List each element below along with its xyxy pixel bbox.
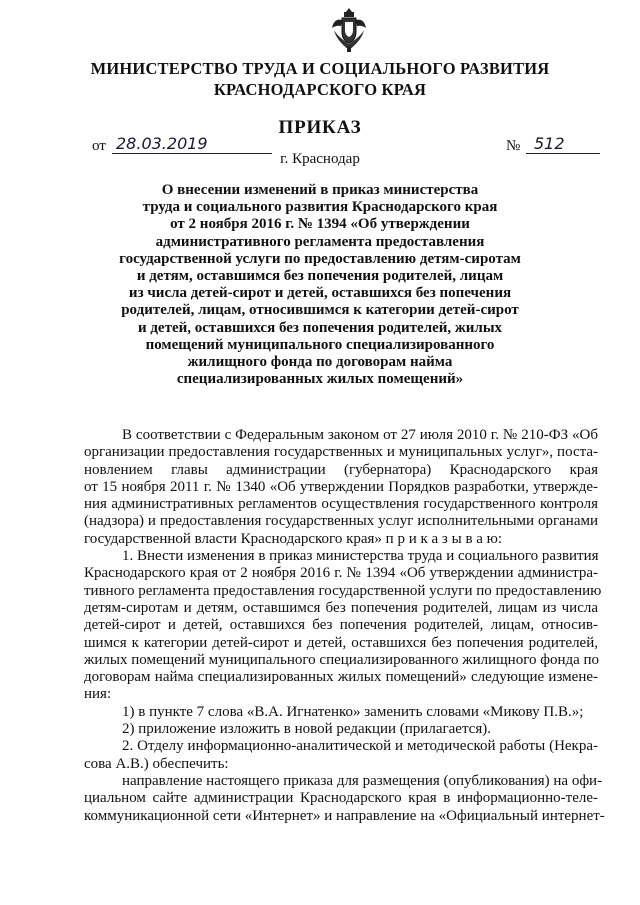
body-line: государственной власти Краснодарского края» п р и к а з ы в а ю:: [84, 530, 503, 547]
body-line: В соответствии с Федеральным законом от 27 июля 2010 г. № 210-ФЗ «Об: [122, 427, 598, 443]
subject-line: родителей, лицам, относившимся к категории детей-сирот: [121, 302, 519, 319]
subject-line: специализированных жилых помещений»: [176, 371, 464, 388]
order-date: 28.03.2019: [112, 134, 272, 154]
body-line: 2) приложение изложить в новой редакции (прилагается).: [122, 721, 491, 738]
subject-line: О внесении изменений в приказ министерства: [161, 182, 479, 198]
date-prefix: от: [92, 138, 106, 154]
body-line: 2. Отделу информационно-аналитической и методической работы (Некра-: [122, 738, 598, 755]
body-line: жилых помещений муниципального специализированного жилищного фонда по: [84, 651, 600, 668]
body-line: организации предоставления государственных и муниципальных услуг», поста-: [84, 444, 598, 461]
number-prefix: №: [506, 138, 521, 154]
body-line: 1) в пункте 7 слова «В.А. Игнатенко» заменить словами «Микову П.В.»;: [122, 703, 584, 720]
body-line: детям-сиротам и детям, оставшимся без попечения родителей, лицам из числа: [84, 599, 598, 616]
body-line: коммуникационной сети «Интернет» и направление на «Официальный интернет-: [84, 807, 605, 824]
subject-line: и детям, оставшимся без попечения родителей, лицам: [136, 268, 504, 285]
body-line: циальном сайте администрации Краснодарского края в информационно-теле-: [84, 790, 598, 807]
city: г. Краснодар: [280, 151, 360, 167]
order-number: 512: [526, 134, 600, 154]
coat-of-arms-icon: [330, 6, 368, 54]
body-line: шимся к категории детей-сирот и детей, оставшихся без попечения родителей,: [84, 634, 598, 651]
order-body: [84, 427, 605, 825]
body-line: сова А.В.) обеспечить:: [84, 755, 229, 772]
body-line: от 15 ноября 2011 г. № 1340 «Об утверждении Порядков разработки, утвержде-: [84, 478, 598, 495]
order-title: ПРИКАЗ: [278, 117, 362, 138]
body-line: новлением главы администрации (губернатора) Краснодарского края: [84, 461, 598, 478]
subject-line: административного регламента предоставления: [155, 233, 485, 250]
body-line: детей-сирот и детей, оставшихся без попечения родителей, лицам, относив-: [84, 617, 598, 634]
subject-line: государственной услуги по предоставлению детям-сиротам: [119, 250, 521, 267]
subject-line: жилищного фонда по договорам найма: [187, 354, 453, 371]
order-subject: [0, 182, 640, 388]
ministry-name-line-1: МИНИСТЕРСТВО ТРУДА И СОЦИАЛЬНОГО РАЗВИТИЯ: [90, 59, 550, 78]
subject-line: помещений муниципального специализированного: [145, 336, 495, 353]
body-line: (надзора) и предоставления государственных услуг исполнительными органами: [84, 513, 598, 530]
body-line: Краснодарского края от 2 ноября 2016 г. № 1394 «Об утверждении администра-: [84, 565, 598, 582]
subject-line: труда и социального развития Краснодарского края: [142, 199, 498, 216]
body-line: направление настоящего приказа для размещения (опубликования) на офи-: [122, 772, 603, 789]
body-line: 1. Внести изменения в приказ министерства труда и социального развития: [122, 548, 599, 565]
body-line: ния:: [84, 686, 112, 703]
subject-line: из числа детей-сирот и детей, оставшихся без попечения: [128, 285, 512, 302]
subject-line: и детей, оставшихся без попечения родителей, жилых: [137, 319, 503, 336]
body-line: тивного регламента предоставления государственной услуги по предоставлению: [84, 582, 602, 599]
subject-line: от 2 ноября 2016 г. № 1394 «Об утверждении: [170, 216, 470, 233]
ministry-name-line-2: КРАСНОДАРСКОГО КРАЯ: [213, 80, 427, 99]
body-line: договорам найма специализированных жилых помещений» следующие измене-: [84, 669, 598, 686]
body-line: ния административных регламентов осуществления государственного контроля: [84, 496, 598, 513]
